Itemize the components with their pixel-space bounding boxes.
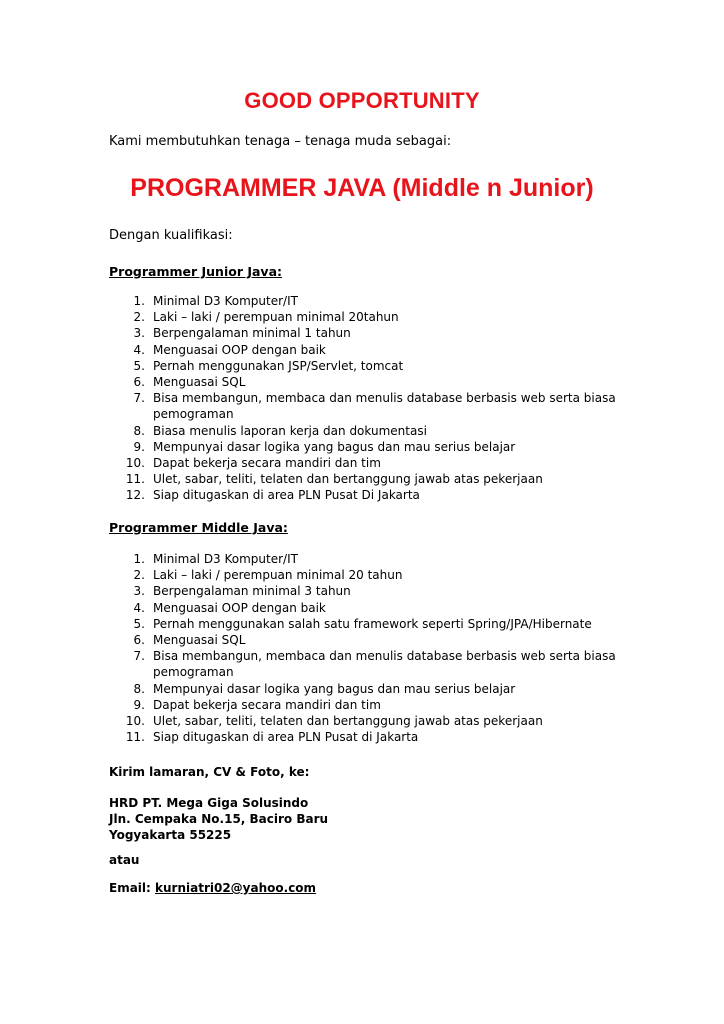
item-number: 4. <box>133 342 145 357</box>
item-text: Mempunyai dasar logika yang bagus dan mau serius belajar <box>153 681 516 696</box>
junior-heading: Programmer Junior Java: <box>109 264 283 279</box>
item-number: 9. <box>133 439 145 454</box>
item-number: 10. <box>125 714 145 729</box>
item-text: Menguasai OOP dengan baik <box>153 600 326 615</box>
junior-requirements-list <box>109 293 629 504</box>
item-number: 3. <box>133 584 145 599</box>
item-text: Minimal D3 Komputer/IT <box>153 552 298 566</box>
junior-requirement-item <box>109 374 629 390</box>
middle-requirements-list <box>109 551 629 745</box>
intro-text: Kami membutuhkan tenaga – tenaga muda sebagai: <box>109 134 452 149</box>
item-text: Berpengalaman minimal 3 tahun <box>153 584 351 599</box>
item-text: Minimal D3 Komputer/IT <box>153 294 298 308</box>
item-number: 3. <box>133 326 145 341</box>
middle-requirement-item <box>109 697 629 713</box>
junior-requirement-item <box>109 423 629 439</box>
email-line <box>109 880 316 896</box>
item-number: 8. <box>133 681 145 696</box>
item-text: Dapat bekerja secara mandiri dan tim <box>153 697 381 712</box>
junior-requirement-item <box>109 293 629 309</box>
junior-requirement-item <box>109 390 629 422</box>
middle-requirement-item <box>109 567 629 583</box>
item-text: Pernah menggunakan salah satu framework seperti Spring/JPA/Hibernate <box>153 616 592 631</box>
item-number: 8. <box>133 423 145 438</box>
middle-requirement-item <box>109 648 629 680</box>
item-number: 7. <box>133 649 145 664</box>
item-text: Mempunyai dasar logika yang bagus dan mau serius belajar <box>153 439 516 454</box>
or-label: atau <box>109 853 140 867</box>
item-number: 2. <box>133 310 145 325</box>
junior-requirement-item <box>109 325 629 341</box>
item-text: Laki – laki / perempuan minimal 20tahun <box>153 310 399 325</box>
item-text: Biasa menulis laporan kerja dan dokumentasi <box>153 423 427 438</box>
item-number: 9. <box>133 697 145 712</box>
item-number: 1. <box>133 294 145 308</box>
item-number: 5. <box>133 616 145 631</box>
item-text: Laki – laki / perempuan minimal 20 tahun <box>153 568 403 583</box>
item-number: 6. <box>133 633 145 648</box>
qualification-label: Dengan kualifikasi: <box>109 228 233 243</box>
item-text: Bisa membangun, membaca dan menulis database berbasis web serta biasa pemograman <box>153 391 616 422</box>
item-number: 5. <box>133 358 145 373</box>
middle-requirement-item <box>109 583 629 599</box>
item-text: Berpengalaman minimal 1 tahun <box>153 326 351 341</box>
item-number: 10. <box>125 456 145 471</box>
item-number: 12. <box>125 488 145 503</box>
company-name: HRD PT. Mega Giga Solusindo <box>109 796 309 810</box>
street-address: Jln. Cempaka No.15, Baciro Baru <box>109 812 329 826</box>
item-number: 2. <box>133 568 145 583</box>
item-number: 11. <box>125 730 145 745</box>
junior-requirement-item <box>109 487 629 503</box>
item-number: 4. <box>133 600 145 615</box>
item-text: Dapat bekerja secara mandiri dan tim <box>153 456 381 471</box>
item-text: Ulet, sabar, teliti, telaten dan bertanggung jawab atas pekerjaan <box>153 472 543 487</box>
item-text: Siap ditugaskan di area PLN Pusat Di Jakarta <box>153 488 420 503</box>
email-link[interactable]: kurniatri02@yahoo.com <box>155 881 317 895</box>
item-text: Bisa membangun, membaca dan menulis database berbasis web serta biasa pemograman <box>153 649 616 680</box>
item-text: Pernah menggunakan JSP/Servlet, tomcat <box>153 358 404 373</box>
middle-requirement-item <box>109 616 629 632</box>
email-label: Email: <box>109 881 151 895</box>
middle-requirement-item <box>109 729 629 745</box>
headline-title: GOOD OPPORTUNITY <box>244 88 480 113</box>
item-text: Siap ditugaskan di area PLN Pusat di Jakarta <box>153 730 419 745</box>
middle-requirement-item <box>109 681 629 697</box>
item-number: 1. <box>133 552 145 566</box>
middle-requirement-item <box>109 632 629 648</box>
junior-requirement-item <box>109 471 629 487</box>
item-number: 6. <box>133 375 145 390</box>
middle-requirement-item <box>109 600 629 616</box>
middle-requirement-item <box>109 551 629 567</box>
item-text: Menguasai SQL <box>153 633 246 648</box>
junior-requirement-item <box>109 358 629 374</box>
item-text: Menguasai SQL <box>153 375 246 390</box>
item-text: Menguasai OOP dengan baik <box>153 342 326 357</box>
middle-heading: Programmer Middle Java: <box>109 520 288 535</box>
item-number: 7. <box>133 391 145 406</box>
junior-requirement-item <box>109 309 629 325</box>
junior-requirement-item <box>109 342 629 358</box>
junior-requirement-item <box>109 439 629 455</box>
item-text: Ulet, sabar, teliti, telaten dan bertanggung jawab atas pekerjaan <box>153 714 543 729</box>
junior-requirement-item <box>109 455 629 471</box>
middle-requirement-item <box>109 713 629 729</box>
city-address: Yogyakarta 55225 <box>109 828 232 842</box>
send-label: Kirim lamaran, CV & Foto, ke: <box>109 765 310 779</box>
item-number: 11. <box>125 472 145 487</box>
position-title: PROGRAMMER JAVA (Middle n Junior) <box>130 174 594 202</box>
